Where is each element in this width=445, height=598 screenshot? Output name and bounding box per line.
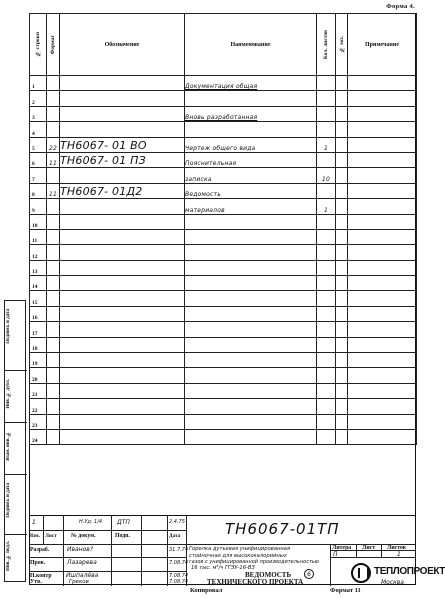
row-note xyxy=(348,414,417,429)
row-note xyxy=(348,399,417,414)
row-note xyxy=(348,322,417,337)
row-qty xyxy=(317,122,336,137)
table-row xyxy=(30,199,417,214)
row-designation: ТН6067- 01 ПЗ xyxy=(60,152,185,167)
hdr-izm: Изм. xyxy=(29,533,40,539)
row-designation xyxy=(60,106,185,121)
row-note xyxy=(348,122,417,137)
row-format xyxy=(47,214,60,229)
table-row xyxy=(30,260,417,275)
row-copy-no xyxy=(336,322,348,337)
row-name xyxy=(185,276,317,291)
row-name xyxy=(185,260,317,275)
row-format xyxy=(47,337,60,352)
row-designation xyxy=(60,383,185,398)
row-name xyxy=(185,306,317,321)
row-name xyxy=(185,291,317,306)
row-designation xyxy=(60,76,185,91)
prov-name: Лазарева xyxy=(67,559,97,566)
title-block xyxy=(29,515,445,586)
row-number: 21 xyxy=(30,383,47,398)
row-number: 18 xyxy=(30,337,47,352)
sheet-label: Лист xyxy=(362,545,376,551)
row-qty xyxy=(317,414,336,429)
row-name: Пояснительная xyxy=(185,152,317,167)
table-row xyxy=(30,306,417,321)
row-number: 9 xyxy=(30,199,47,214)
hdr-date: Дата xyxy=(169,533,181,539)
organisation-logo xyxy=(349,557,445,586)
hdr-list: Лист xyxy=(45,533,57,539)
row-format xyxy=(47,306,60,321)
table-row xyxy=(30,245,417,260)
row-copy-no xyxy=(336,122,348,137)
specification-table xyxy=(29,13,417,445)
table-row xyxy=(30,291,417,306)
row-qty xyxy=(317,91,336,106)
row-format: 11 xyxy=(47,152,60,167)
table-row xyxy=(30,214,417,229)
row-format xyxy=(47,229,60,244)
circle-mark: 6 xyxy=(304,569,314,579)
table-row xyxy=(30,337,417,352)
table-row xyxy=(30,91,417,106)
row-designation xyxy=(60,368,185,383)
row-designation xyxy=(60,91,185,106)
table-row xyxy=(30,383,417,398)
row-note xyxy=(348,214,417,229)
row-qty xyxy=(317,368,336,383)
row-name: Вновь разработанная xyxy=(185,106,317,121)
row-designation xyxy=(60,276,185,291)
prov-label: Пров. xyxy=(30,560,46,566)
row-designation xyxy=(60,353,185,368)
razrab-name: Иванов? xyxy=(67,546,94,553)
row-format xyxy=(47,429,60,444)
margin-cell-inv-dubl xyxy=(5,371,27,423)
row-qty xyxy=(317,276,336,291)
row-name xyxy=(185,229,317,244)
row-number: 11 xyxy=(30,229,47,244)
table-row xyxy=(30,76,417,91)
table-row xyxy=(30,322,417,337)
row-designation xyxy=(60,291,185,306)
row-designation xyxy=(60,429,185,444)
row-format xyxy=(47,383,60,398)
row-copy-no xyxy=(336,183,348,198)
row-designation xyxy=(60,322,185,337)
margin-label: Инв. № дубл. xyxy=(6,379,11,409)
hdr-sign: Подп. xyxy=(115,533,130,539)
row-note xyxy=(348,337,417,352)
row-format xyxy=(47,291,60,306)
row-note xyxy=(348,76,417,91)
row-name xyxy=(185,337,317,352)
table-row xyxy=(30,399,417,414)
row-format xyxy=(47,245,60,260)
row-note xyxy=(348,183,417,198)
table-header-row xyxy=(30,14,417,76)
row-note xyxy=(348,429,417,444)
header-format: Формат xyxy=(47,14,60,76)
row-qty xyxy=(317,245,336,260)
margin-cell-inv-podl xyxy=(5,535,27,582)
row-note xyxy=(348,368,417,383)
row-number: 7 xyxy=(30,168,47,183)
row-format xyxy=(47,399,60,414)
row-note xyxy=(348,353,417,368)
litera-label: Литера xyxy=(332,545,352,551)
table-row xyxy=(30,276,417,291)
table-row xyxy=(30,122,417,137)
row-name xyxy=(185,353,317,368)
teploproekt-emblem-icon xyxy=(351,563,371,583)
row-copy-no xyxy=(336,353,348,368)
table-row xyxy=(30,353,417,368)
row-qty: 1 xyxy=(317,199,336,214)
table-row xyxy=(30,368,417,383)
row-copy-no xyxy=(336,152,348,167)
table-row xyxy=(30,429,417,444)
row-copy-no xyxy=(336,337,348,352)
table-row xyxy=(30,106,417,121)
row-designation: ТН6067- 01Д2 xyxy=(60,183,185,198)
row-number: 14 xyxy=(30,276,47,291)
row-number: 24 xyxy=(30,429,47,444)
organisation-city: Москва xyxy=(381,579,404,586)
doc-title-2: ТЕХНИЧЕСКОГО ПРОЕКТА xyxy=(207,578,304,586)
row-number: 5 xyxy=(30,137,47,152)
margin-cell-vzam-inv xyxy=(5,423,27,475)
row-copy-no xyxy=(336,276,348,291)
rev-date: 2.4.75 xyxy=(169,519,185,525)
copied-label: Копировал xyxy=(190,587,223,594)
row-note xyxy=(348,152,417,167)
row-copy-no xyxy=(336,106,348,121)
row-format xyxy=(47,368,60,383)
row-note xyxy=(348,168,417,183)
header-note: Примечание xyxy=(348,14,417,76)
header-qty-sheets: Кол. листов xyxy=(317,14,336,76)
row-designation xyxy=(60,214,185,229)
row-note xyxy=(348,260,417,275)
prov-date: 7.08.74 xyxy=(169,560,189,566)
row-qty xyxy=(317,306,336,321)
margin-label: Подпись и дата xyxy=(6,483,11,518)
table-row xyxy=(30,137,417,152)
row-designation xyxy=(60,168,185,183)
row-number: 16 xyxy=(30,306,47,321)
razrab-label: Разраб. xyxy=(30,547,50,553)
table-row xyxy=(30,152,417,167)
row-name: записка xyxy=(185,168,317,183)
table-row xyxy=(30,414,417,429)
row-copy-no xyxy=(336,214,348,229)
row-number: 1 xyxy=(30,76,47,91)
row-designation xyxy=(60,414,185,429)
row-number: 22 xyxy=(30,399,47,414)
nkontr-label: Н.контр xyxy=(30,573,52,579)
row-format xyxy=(47,76,60,91)
row-name xyxy=(185,429,317,444)
margin-cell-sign-date xyxy=(5,301,27,371)
row-note xyxy=(348,306,417,321)
row-format xyxy=(47,168,60,183)
row-copy-no xyxy=(336,229,348,244)
row-number: 17 xyxy=(30,322,47,337)
description-line-3: газов с унифицированной производительностью xyxy=(189,559,320,565)
row-qty xyxy=(317,260,336,275)
row-number: 3 xyxy=(30,106,47,121)
row-name: Документация общая xyxy=(185,76,317,91)
nkontr-date: 7.08.74 xyxy=(169,573,189,579)
row-qty xyxy=(317,291,336,306)
table-row xyxy=(30,183,417,198)
row-number: 10 xyxy=(30,214,47,229)
row-note xyxy=(348,229,417,244)
header-designation: Обозначение xyxy=(60,14,185,76)
row-copy-no xyxy=(336,399,348,414)
row-note xyxy=(348,137,417,152)
row-copy-no xyxy=(336,168,348,183)
row-name: Чертеж общего вида xyxy=(185,137,317,152)
header-name: Наименование xyxy=(185,14,317,76)
row-qty xyxy=(317,399,336,414)
margin-cell-sign-date-2 xyxy=(5,475,27,535)
row-copy-no xyxy=(336,414,348,429)
row-copy-no xyxy=(336,291,348,306)
margin-label: Инв. № подл. xyxy=(6,541,11,572)
row-qty xyxy=(317,353,336,368)
description-line-2: стойночная для высококалорийных xyxy=(189,553,287,559)
row-format: 22 xyxy=(47,137,60,152)
row-qty xyxy=(317,337,336,352)
row-number: 15 xyxy=(30,291,47,306)
row-number: 2 xyxy=(30,91,47,106)
row-format xyxy=(47,122,60,137)
row-designation xyxy=(60,122,185,137)
row-note xyxy=(348,383,417,398)
row-qty: 10 xyxy=(317,168,336,183)
row-qty xyxy=(317,106,336,121)
row-name xyxy=(185,383,317,398)
row-name xyxy=(185,214,317,229)
rev-sign: ДТП xyxy=(117,519,130,526)
row-format xyxy=(47,199,60,214)
margin-label: Подпись и дата xyxy=(6,309,11,344)
row-format xyxy=(47,353,60,368)
row-copy-no xyxy=(336,260,348,275)
row-format xyxy=(47,276,60,291)
row-format xyxy=(47,106,60,121)
row-format xyxy=(47,91,60,106)
document-code: ТН6067-01ТП xyxy=(225,520,340,538)
row-designation: ТН6067- 01 ВО xyxy=(60,137,185,152)
description-line-1: Горелка дутьевая унифицированная xyxy=(189,546,291,552)
table-row xyxy=(30,229,417,244)
doc-title-1: ВЕДОМОСТЬ xyxy=(245,571,292,579)
margin-stamp xyxy=(4,300,26,582)
row-number: 6 xyxy=(30,152,47,167)
row-note xyxy=(348,291,417,306)
utv-name: Греков xyxy=(69,579,89,585)
row-number: 8 xyxy=(30,183,47,198)
row-designation xyxy=(60,306,185,321)
row-qty xyxy=(317,429,336,444)
row-copy-no xyxy=(336,76,348,91)
razrab-date: 31.7.74 xyxy=(169,547,189,553)
row-qty: 1 xyxy=(317,137,336,152)
row-copy-no xyxy=(336,429,348,444)
row-number: 13 xyxy=(30,260,47,275)
row-qty xyxy=(317,76,336,91)
row-designation xyxy=(60,399,185,414)
row-number: 20 xyxy=(30,368,47,383)
row-qty xyxy=(317,183,336,198)
rev-doc: Н.Уд. 1/4 xyxy=(79,519,103,525)
table-row xyxy=(30,168,417,183)
row-designation xyxy=(60,260,185,275)
row-copy-no xyxy=(336,383,348,398)
row-qty xyxy=(317,383,336,398)
row-name xyxy=(185,91,317,106)
format-label: Формат 11 xyxy=(330,587,361,594)
row-name: Ведомость xyxy=(185,183,317,198)
row-copy-no xyxy=(336,137,348,152)
row-designation xyxy=(60,337,185,352)
row-note xyxy=(348,276,417,291)
row-copy-no xyxy=(336,91,348,106)
row-name xyxy=(185,399,317,414)
row-note xyxy=(348,91,417,106)
row-copy-no xyxy=(336,368,348,383)
row-qty xyxy=(317,214,336,229)
row-copy-no xyxy=(336,199,348,214)
row-qty xyxy=(317,322,336,337)
sheets-value: 1 xyxy=(397,551,401,558)
row-format: 11 xyxy=(47,183,60,198)
row-name xyxy=(185,245,317,260)
description-line-4: 16 тыс. м³/ч ГГЭУ-16-ВЗ xyxy=(191,565,255,571)
row-format xyxy=(47,414,60,429)
row-note xyxy=(348,199,417,214)
sheets-label: Листов xyxy=(387,545,406,551)
row-copy-no xyxy=(336,306,348,321)
organisation-name: ТЕПЛОПРОЕКТ xyxy=(374,566,445,577)
row-note xyxy=(348,106,417,121)
row-format xyxy=(47,260,60,275)
row-number: 4 xyxy=(30,122,47,137)
row-designation xyxy=(60,199,185,214)
litera-value: П xyxy=(333,551,338,558)
nkontr-name: Ишпалёва xyxy=(66,572,99,579)
row-qty xyxy=(317,229,336,244)
row-designation xyxy=(60,245,185,260)
row-number: 12 xyxy=(30,245,47,260)
form-label: Форма 4. xyxy=(386,3,415,10)
row-number: 23 xyxy=(30,414,47,429)
row-name xyxy=(185,368,317,383)
row-name xyxy=(185,414,317,429)
row-number: 19 xyxy=(30,353,47,368)
rev-izm: 1 xyxy=(32,519,36,526)
row-name xyxy=(185,122,317,137)
row-copy-no xyxy=(336,245,348,260)
hdr-doc: № докум. xyxy=(71,533,96,539)
row-name: материалов xyxy=(185,199,317,214)
row-format xyxy=(47,322,60,337)
margin-label: Взам. инв. № xyxy=(6,431,11,461)
utv-label: Утв. xyxy=(30,579,42,585)
header-row-no: № строки xyxy=(30,14,47,76)
header-copy-no: № экз. xyxy=(336,14,348,76)
utv-date: 7.08.74 xyxy=(169,579,189,585)
row-designation xyxy=(60,229,185,244)
row-name xyxy=(185,322,317,337)
row-qty xyxy=(317,152,336,167)
row-note xyxy=(348,245,417,260)
